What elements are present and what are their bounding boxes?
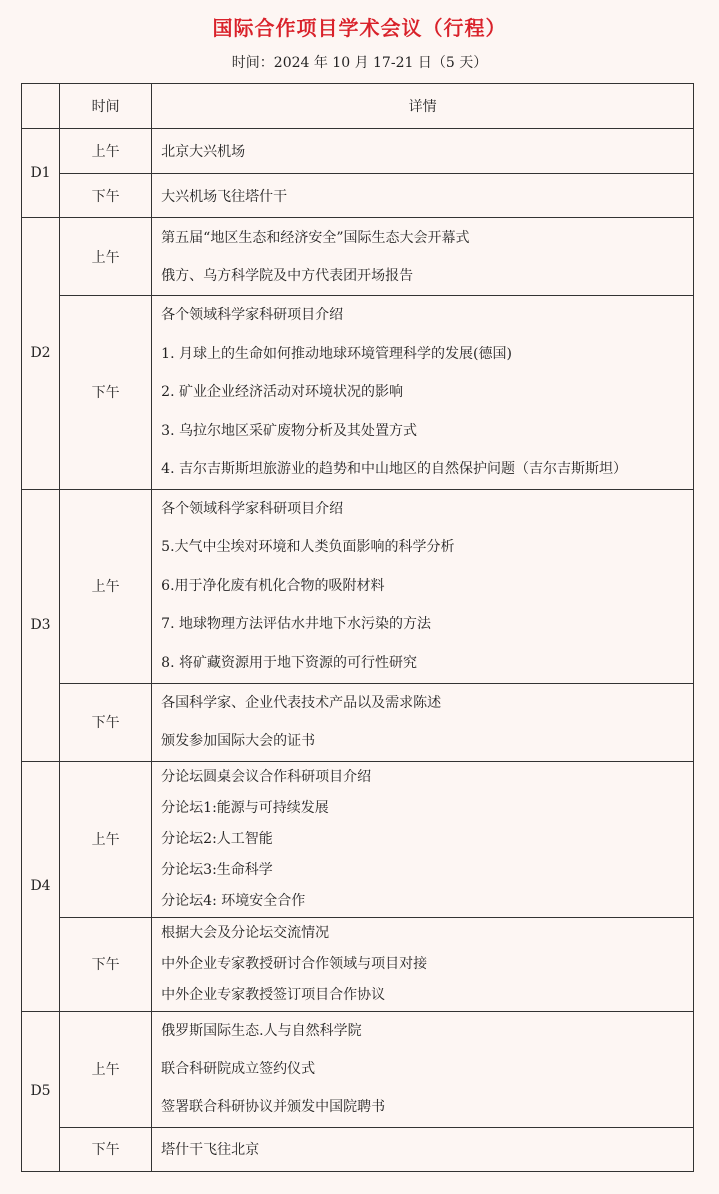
table-row xyxy=(22,683,694,761)
session-time: 下午 xyxy=(60,296,152,490)
header-day xyxy=(22,84,60,129)
table-row xyxy=(22,129,694,174)
detail-line: 根据大会及分论坛交流情况 xyxy=(161,924,330,941)
table-header-row xyxy=(22,84,694,129)
table-row xyxy=(22,218,694,296)
detail-line: 8. 将矿藏资源用于地下资源的可行性研究 xyxy=(161,654,417,671)
table-row xyxy=(22,917,694,1011)
session-detail xyxy=(152,296,694,490)
session-detail xyxy=(152,761,694,917)
table-row xyxy=(22,761,694,917)
detail-line: 1. 月球上的生命如何推动地球环境管理科学的发展(德国) xyxy=(161,345,512,362)
header-detail: 详情 xyxy=(152,84,694,129)
day-label: D2 xyxy=(22,218,60,490)
session-time: 上午 xyxy=(60,218,152,296)
table-row xyxy=(22,489,694,683)
session-detail xyxy=(152,174,694,218)
session-detail xyxy=(152,218,694,296)
detail-line: 塔什干飞往北京 xyxy=(161,1142,260,1158)
table-row xyxy=(22,1127,694,1171)
detail-line: 颁发参加国际大会的证书 xyxy=(161,733,316,749)
session-time: 上午 xyxy=(60,1011,152,1127)
header-time: 时间 xyxy=(60,84,152,129)
session-detail xyxy=(152,1011,694,1127)
detail-line: 各个领域科学家科研项目介绍 xyxy=(161,307,344,323)
detail-line: 中外企业专家教授签订项目合作协议 xyxy=(161,986,386,1003)
session-time: 下午 xyxy=(60,174,152,218)
table-row xyxy=(22,296,694,490)
session-time: 上午 xyxy=(60,129,152,174)
detail-line: 3. 乌拉尔地区采矿废物分析及其处置方式 xyxy=(161,422,417,439)
detail-line: 分论坛圆桌会议合作科研项目介绍 xyxy=(161,768,372,785)
day-label: D4 xyxy=(22,761,60,1011)
detail-line: 5.大气中尘埃对环境和人类负面影响的科学分析 xyxy=(161,539,455,556)
detail-line: 俄方、乌方科学院及中方代表团开场报告 xyxy=(161,267,414,284)
table-row xyxy=(22,1011,694,1127)
detail-line: 联合科研院成立签约仪式 xyxy=(161,1061,316,1077)
day-label: D5 xyxy=(22,1011,60,1171)
session-detail xyxy=(152,917,694,1011)
detail-line: 俄罗斯国际生态.人与自然科学院 xyxy=(161,1023,362,1039)
detail-line: 各国科学家、企业代表技术产品以及需求陈述 xyxy=(161,695,442,711)
detail-line: 7. 地球物理方法评估水井地下水污染的方法 xyxy=(161,616,431,633)
detail-line: 分论坛4: 环境安全合作 xyxy=(161,892,306,909)
detail-line: 大兴机场飞往塔什干 xyxy=(161,188,288,205)
page-title: 国际合作项目学术会议（行程） xyxy=(212,16,507,40)
detail-line: 北京大兴机场 xyxy=(161,144,246,160)
schedule-table xyxy=(21,83,694,1172)
session-time: 下午 xyxy=(60,683,152,761)
session-time: 上午 xyxy=(60,489,152,683)
session-detail xyxy=(152,489,694,683)
detail-line: 第五届“地区生态和经济安全”国际生态大会开幕式 xyxy=(161,229,470,246)
detail-line: 分论坛2:人工智能 xyxy=(161,830,273,847)
session-detail xyxy=(152,1127,694,1171)
detail-line: 分论坛1:能源与可持续发展 xyxy=(161,799,329,816)
detail-line: 分论坛3:生命科学 xyxy=(161,861,273,878)
session-detail xyxy=(152,129,694,174)
day-label: D3 xyxy=(22,489,60,761)
detail-line: 各个领域科学家科研项目介绍 xyxy=(161,500,344,517)
detail-line: 签署联合科研协议并颁发中国院聘书 xyxy=(161,1099,386,1115)
detail-line: 中外企业专家教授研讨合作领域与项目对接 xyxy=(161,955,428,972)
schedule-dates: 时间：2024 年 10 月 17-21 日（5 天） xyxy=(231,55,488,71)
session-time: 下午 xyxy=(60,1127,152,1171)
session-detail xyxy=(152,683,694,761)
table-row xyxy=(22,174,694,218)
session-time: 下午 xyxy=(60,917,152,1011)
detail-line: 4. 吉尔吉斯斯坦旅游业的趋势和中山地区的自然保护问题（吉尔吉斯斯坦） xyxy=(161,461,627,477)
day-label: D1 xyxy=(22,129,60,218)
detail-line: 2. 矿业企业经济活动对环境状况的影响 xyxy=(161,384,403,400)
detail-line: 6.用于净化废有机化合物的吸附材料 xyxy=(161,577,385,594)
session-time: 上午 xyxy=(60,761,152,917)
